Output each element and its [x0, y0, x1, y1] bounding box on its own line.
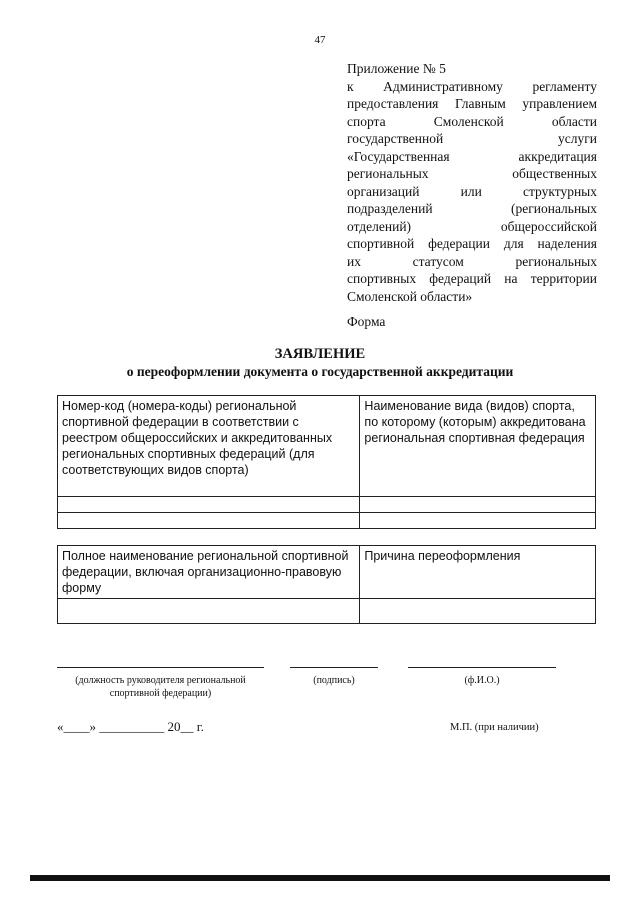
appendix-line: «Государственная аккредитация — [347, 148, 597, 164]
signature-line — [57, 667, 264, 668]
appendix-line: спортивных федераций на территории — [347, 271, 597, 286]
table-row — [58, 497, 596, 513]
sport-type-cell[interactable] — [360, 497, 596, 513]
sport-type-header: Наименование вида (видов) спорта, по которому (которым) аккредитована региональная спортивная федерация — [360, 396, 596, 497]
registry-code-cell[interactable] — [58, 513, 360, 529]
appendix-line: государственной услуги — [347, 131, 597, 146]
appendix-block — [347, 60, 597, 305]
stamp-label: М.П. (при наличии) — [450, 722, 539, 733]
appendix-line: спорта Смоленской области — [347, 113, 597, 129]
date-line[interactable]: «____» __________ 20__ г. — [57, 719, 204, 734]
signature-line — [408, 667, 556, 668]
appendix-line: региональных общественных — [347, 166, 597, 181]
appendix-line: предоставления Главным управлением — [347, 96, 597, 111]
appendix-line: подразделений (региональных — [347, 201, 597, 216]
sport-type-cell[interactable] — [360, 513, 596, 529]
signature-field[interactable] — [290, 667, 378, 687]
federation-name-cell[interactable] — [58, 599, 360, 624]
appendix-line: Смоленской области» — [347, 288, 473, 304]
document-title: ЗАЯВЛЕНИЕ — [274, 346, 366, 362]
table-row — [58, 599, 596, 624]
position-caption: (должность руководителя региональной спортивной федерации) — [75, 675, 246, 699]
federation-name-header: Полное наименование региональной спортивной федерации, включая организационно-правовую форму — [58, 546, 360, 599]
table-row — [58, 513, 596, 529]
appendix-line: спортивной федерации для наделения — [347, 236, 597, 251]
bottom-divider — [30, 875, 610, 881]
registry-code-cell[interactable] — [58, 497, 360, 513]
form-label: Форма — [347, 314, 386, 329]
appendix-line: организаций или структурных — [347, 183, 597, 199]
appendix-line: отделений) общероссийской — [347, 218, 597, 234]
full-name-caption: (ф.И.О.) — [464, 675, 500, 686]
full-name-field[interactable] — [408, 667, 556, 687]
reissue-reason-header: Причина переоформления — [360, 546, 596, 599]
document-subtitle: о переоформлении документа о государственной аккредитации — [126, 364, 514, 379]
registry-code-header: Номер-код (номера-коды) региональной спортивной федерации в соответствии с реестром общероссийских и аккредитованных региональных спортивных федераций (для соответствующих видов спорта) — [58, 396, 360, 497]
table-header-row — [58, 396, 596, 497]
table-header-row — [58, 546, 596, 599]
reissue-reason-cell[interactable] — [360, 599, 596, 624]
position-signature-field[interactable] — [57, 667, 264, 700]
accreditation-codes-table — [57, 395, 596, 529]
appendix-line: Приложение № 5 — [347, 61, 446, 76]
signature-caption: (подпись) — [313, 675, 355, 686]
signature-line — [290, 667, 378, 668]
page-number: 47 — [314, 34, 326, 46]
appendix-line: к Административному регламенту — [347, 78, 597, 94]
appendix-line: их статусом региональных — [347, 253, 597, 269]
federation-info-table — [57, 545, 596, 624]
